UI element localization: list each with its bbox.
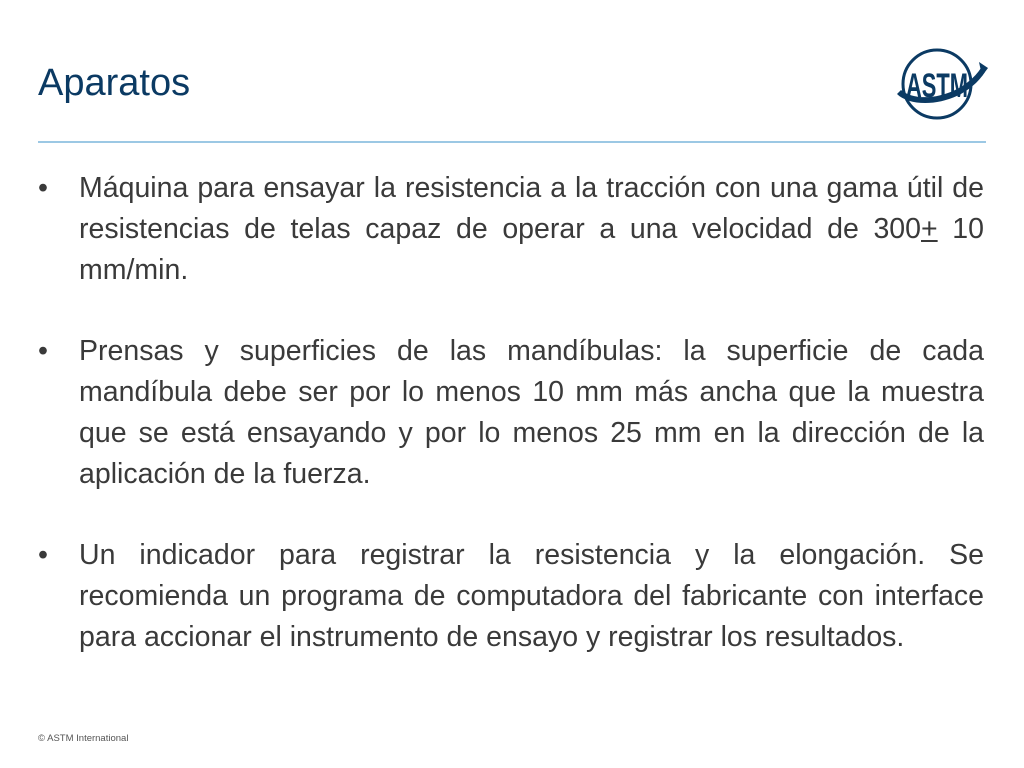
- bullet-item: [38, 168, 984, 291]
- bullet-text: [79, 172, 984, 286]
- bullet-text-part: 10 mm/min.: [79, 213, 984, 286]
- copyright-footer: © ASTM International: [38, 733, 129, 744]
- bullet-text: Un indicador para registrar la resistencia y la elongación. Se recomienda un programa de computadora del fabricante con interface para accionar el instrumento de ensayo y registrar los resultados.: [79, 539, 984, 653]
- bullet-dot: •: [38, 172, 48, 204]
- astm-logo: [893, 44, 989, 122]
- astm-logo-icon: [893, 44, 989, 122]
- bullet-text-part: Máquina para ensayar la resistencia a la tracción con una gama útil de resistencias de telas capaz de operar a una velocidad de 300: [79, 172, 984, 245]
- bullet-dot: •: [38, 335, 48, 367]
- slide-title: Aparatos: [38, 62, 191, 104]
- bullet-item: [38, 331, 984, 495]
- bullet-list: [38, 168, 984, 698]
- title-divider: [38, 141, 986, 143]
- bullet-item: [38, 535, 984, 658]
- svg-text:ASTM: ASTM: [906, 67, 968, 105]
- bullet-dot: •: [38, 539, 48, 571]
- plus-minus-symbol: +: [921, 213, 938, 245]
- bullet-text: Prensas y superficies de las mandíbulas: la superficie de cada mandíbula debe ser por lo menos 10 mm más ancha que la muestra que se está ensayando y por lo menos 25 mm en la dirección de la aplicación de la fuerza.: [79, 335, 984, 490]
